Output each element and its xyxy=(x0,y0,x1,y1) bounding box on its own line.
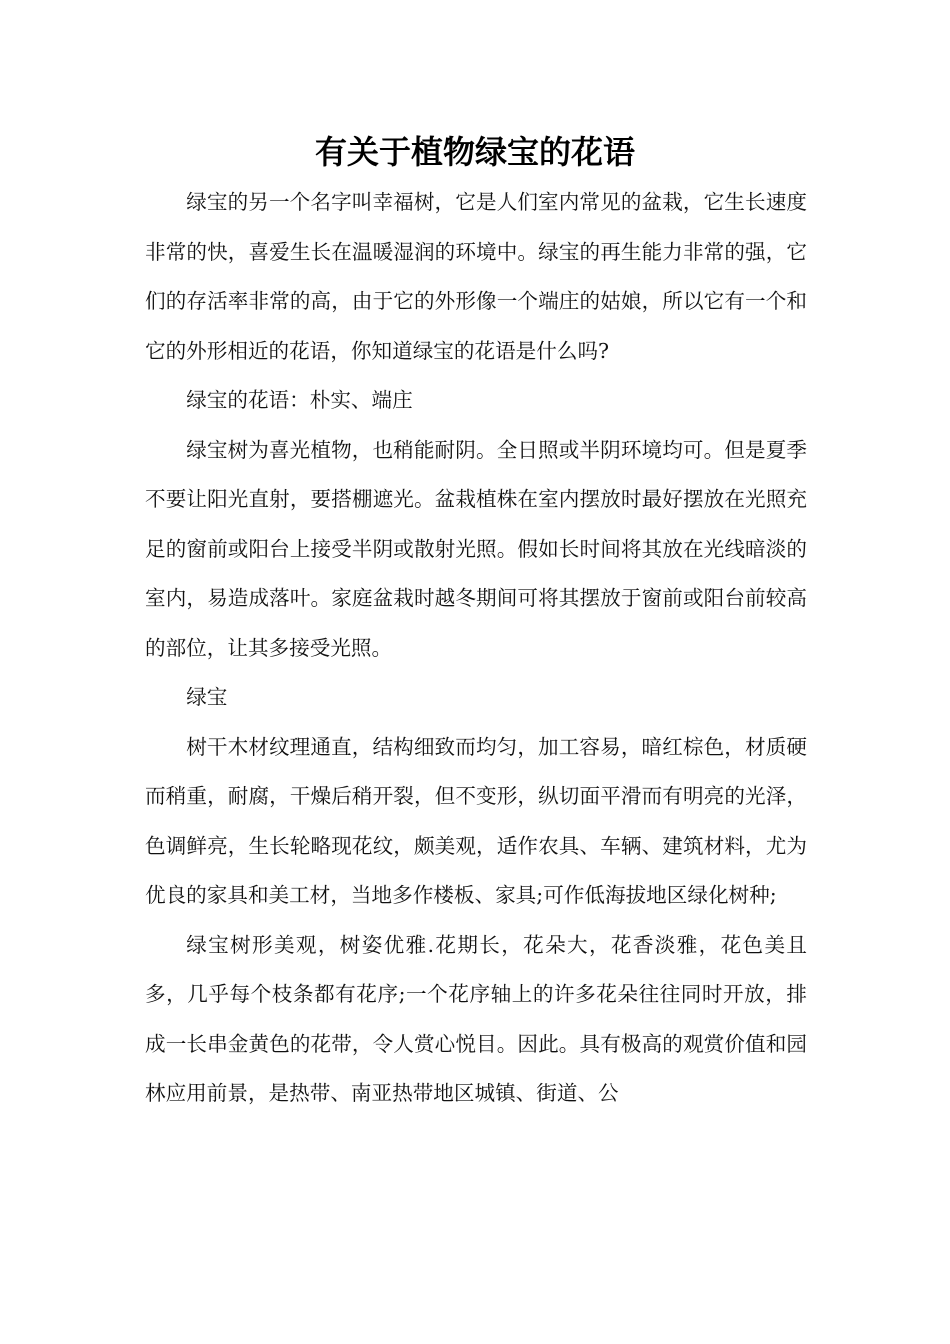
paragraph-subheading: 绿宝 xyxy=(186,685,228,709)
paragraph-timber: 树干木材纹理通直，结构细致而均匀，加工容易，暗红棕色，材质硬而稍重，耐腐，干燥后稍开裂，但不变形，纵切面平滑而有明亮的光泽，色调鲜亮，生长轮略现花纹，颇美观，适作农具、车辆、建筑材料，尤为优良的家具和美工材，当地多作楼板、家具;可作低海拔地区绿化树种; xyxy=(145,734,807,907)
paragraph-light-care: 绿宝树为喜光植物，也稍能耐阴。全日照或半阴环境均可。但是夏季不要让阳光直射，要搭棚遮光。盆栽植株在室内摆放时最好摆放在光照充足的窗前或阳台上接受半阴或散射光照。假如长时间将其放在光线暗淡的室内，易造成落叶。家庭盆栽时越冬期间可将其摆放于窗前或阳台前较高的部位，让其多接受光照。 xyxy=(145,437,807,660)
paragraph-flower-language: 绿宝的花语：朴实、端庄 xyxy=(186,388,413,412)
paragraph-intro: 绿宝的另一个名字叫幸福树，它是人们室内常见的盆栽，它生长速度非常的快，喜爱生长在温暖湿润的环境中。绿宝的再生能力非常的强，它们的存活率非常的高，由于它的外形像一个端庄的姑娘，所以它有一个和它的外形相近的花语，你知道绿宝的花语是什么吗? xyxy=(145,190,807,363)
document-body xyxy=(145,178,807,1119)
page-title: 有关于植物绿宝的花语 xyxy=(314,133,635,171)
paragraph-ornamental: 绿宝树形美观，树姿优雅.花期长，花朵大，花香淡雅，花色美且多，几乎每个枝条都有花序;一个花序轴上的许多花朵往往同时开放，排成一长串金黄色的花带，令人赏心悦目。因此。具有极高的观赏价值和园林应用前景，是热带、南亚热带地区城镇、街道、公 xyxy=(145,932,807,1105)
